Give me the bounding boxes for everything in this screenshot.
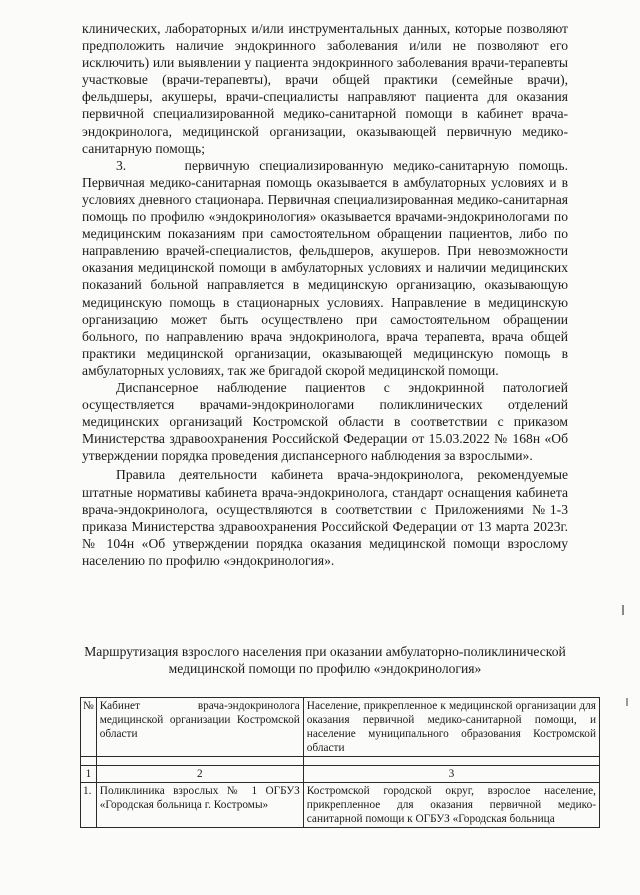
- index-cell-1: 1: [81, 766, 97, 783]
- routing-table: [80, 697, 600, 828]
- header-number: №: [81, 698, 97, 757]
- table-spacer-row: [81, 757, 600, 766]
- scan-artifact: [626, 698, 628, 706]
- paragraph-rules: Правила деятельности кабинета врача-эндокринолога, рекомендуемые штатные нормативы кабинета врача-эндокринолога, стандарт оснащения кабинета врача-эндокринолога, осуществляются в соответствии с Приложениями №1-3 приказа Министерства здравоохранения Российской Федерации от 13 марта 2023г. № 104н «Об утверждении порядка оказания медицинской помощи взрослому населению по профилю «эндокринология».: [82, 467, 568, 568]
- section-title: Маршрутизация взрослого населения при оказании амбулаторно-поликлинической медицинской помощи по профилю «эндокринология»: [84, 644, 566, 677]
- row-cabinet: Поликлиника взрослых № 1 ОГБУЗ «Городская больница г. Костромы»: [96, 783, 303, 828]
- paragraph-continuation: клинических, лабораторных и/или инструментальных данных, которые позволяют предположить наличие эндокринного заболевания и/или не позволяют его исключить) или выявлении у пациента эндокринного заболевания врачи-терапевты участковые (врачи-терапевты), врачи общей практики (семейные врачи), фельдшеры, акушеры, врачи-специалисты направляют пациента для оказания первичной специализированной медико-санитарной помощи в кабинет врача-эндокринолога, медицинской организации, оказывающей первичную медико-санитарную помощь;: [82, 21, 568, 156]
- table-row: [81, 783, 600, 828]
- header-population: Население, прикрепленное к медицинской организации для оказания первичной медико-санитарной помощи, и население муниципального образования Костромской области: [303, 698, 599, 757]
- body-text: [82, 20, 572, 569]
- scan-artifact: [622, 605, 624, 615]
- table-header-row: [81, 698, 600, 757]
- table-index-row: [81, 766, 600, 783]
- paragraph-dispensary: Диспансерное наблюдение пациентов с эндокринной патологией осуществляется врачами-эндокринологами поликлинических отделений медицинских организаций Костромской области в соответствии с приказом Министерства здравоохранения Российской Федерации от 15.03.2022 № 168н «Об утверждении порядка проведения диспансерного наблюдения за взрослыми».: [82, 379, 568, 464]
- row-number: 1.: [81, 783, 97, 828]
- paragraph-item-3: 3. первичную специализированную медико-санитарную помощь. Первичная медико-санитарная помощь оказывается в амбулаторных условиях и в условиях дневного стационара. Первичная специализированная медико-санитарная помощь по профилю «эндокринология» оказывается врачами-эндокринологами по медицинским показаниям при самостоятельном обращении пациентов, либо по направлению врачей-специалистов, фельдшеров, акушеров. При невозможности оказания медицинской помощи в амбулаторных условиях и наличии медицинских показаний больной направляется в медицинскую организацию, оказывающую медицинскую помощь в стационарных условиях. Направление в медицинскую организацию может быть осуществлено при самостоятельном обращении больного, по направлению врача эндокринолога, врача терапевта, врача общей практики медицинской организации, оказывающей медицинскую помощь в амбулаторных условиях, так же бригадой скорой медицинской помощи.: [82, 157, 572, 378]
- row-population: Костромской городской округ, взрослое население, прикрепленное для оказания первичной медико-санитарной помощи к ОГБУЗ «Городская больница: [303, 783, 599, 828]
- index-cell-3: 3: [303, 766, 599, 783]
- index-cell-2: 2: [96, 766, 303, 783]
- header-cabinet: Кабинет врача-эндокринолога медицинской организации Костромской области: [96, 698, 303, 757]
